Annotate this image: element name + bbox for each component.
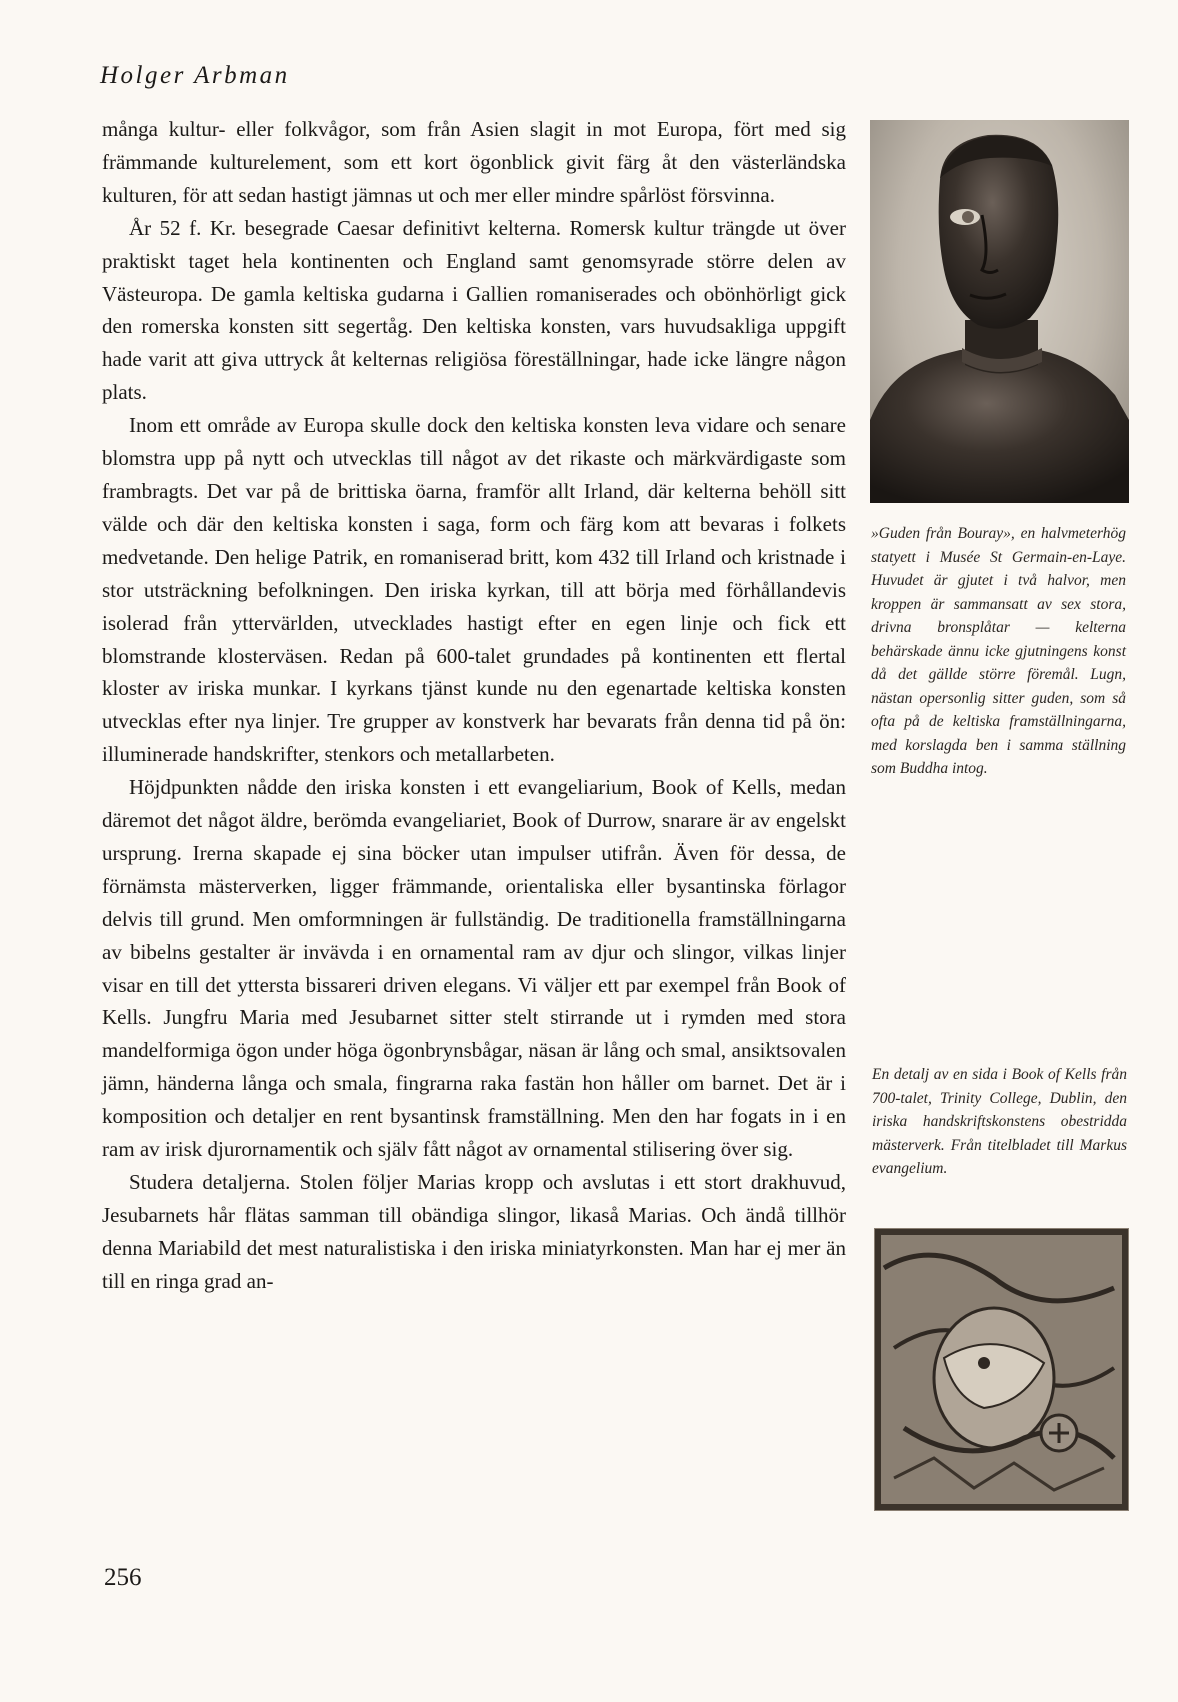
bust-caption: »Guden från Bouray», en halvmeterhög statyett i Musée St Germain-en-Laye. Huvudet är gjutet i två halvor, men kroppen är sammansatt av sex stora, drivna bronsplåtar — kelterna behärskade ännu icke gjutningens konst då det gällde större föremål. Lugn, nästan opersonlig sitter guden, som så ofta på de keltiska framställningarna, med korslagda ben i samma ställning som Buddha intog. <box>871 525 1126 777</box>
paragraph: Inom ett område av Europa skulle dock den keltiska konsten leva vidare och senare blomstra upp på nytt och utvecklas till något av det rikaste och märkvärdigaste som frambragts. Det var på de brittiska öarna, framför allt Irland, där kelterna behöll sitt välde och där den keltiska konsten i saga, form och färg kom att bevaras i folkets medvetande. Den helige Patrik, en romaniserad britt, kom 432 till Irland och kristnade i stor utsträckning befolkningen. Den iriska kyrkan, till att börja med förhållandevis isolerad från yttervärlden, utvecklades hastigt efter en egen linje och fick ett blomstrande klosterväsen. Redan på 600-talet grundades på kontinenten ett flertal kloster av iriska munkar. I kyrkans tjänst kunde nu den egenartade keltiska konsten utvecklas efter nya linjer. Tre grupper av konstverk har bevarats från denna tid på ön: illuminerade handskrifter, stenkors och metallarbeten. <box>102 413 846 767</box>
paragraph: många kultur- eller folkvågor, som från Asien slagit in mot Europa, fört med sig främmande kulturelement, som ett kort ögonblick givit färg åt den västerländska kulturen, för att sedan hastigt jämnas ut och mer eller mindre spårlöst försvinna. <box>102 117 846 207</box>
article-body <box>102 113 846 1298</box>
kells-illustration <box>874 1228 1129 1511</box>
paragraph: Höjdpunkten nådde den iriska konsten i ett evangeliarium, Book of Kells, medan däremot det något äldre, berömda evangeliariet, Book of Durrow, snarare är av engelskt ursprung. Irerna skapade ej sina böcker utan impulser utifrån. Även för dessa, de förnämsta mästerverken, ligger främmande, orientaliska eller bysantinska förlagor delvis till grund. Men omformningen är fullständig. De traditionella framställningarna av bibelns gestalter är invävda i en ornamental ram av djur och slingor, vilkas linjer visar en till det yttersta bissareri driven elegans. Vi väljer ett par exempel från Book of Kells. Jungfru Maria med Jesubarnet sitter stelt stirrande ut i rymden med stora mandelformiga ögon under höga ögonbrynsbågar, näsan är lång och smal, ansiktsovalen jämn, händerna långa och smala, fingrarna raka fastän hon håller om barnet. Det är i komposition och detaljer en rent bysantinsk framställning. Men den har fogats in i en ram av irisk djurornamentik och själv fått något av ornamental stilisering över sig. <box>102 775 846 1162</box>
page-number: 256 <box>104 1564 142 1591</box>
book-of-kells-detail-photo <box>874 1228 1129 1511</box>
bouray-god-bust-photo <box>870 120 1129 503</box>
running-head-author: Holger Arbman <box>100 62 290 89</box>
paragraph: År 52 f. Kr. besegrade Caesar definitivt kelterna. Romersk kultur trängde ut över praktiskt taget hela kontinenten och England samt genomsyrade större delen av Västeuropa. De gamla keltiska gudarna i Gallien romaniserades och obönhörligt gick den romerska konsten sitt segertåg. Den keltiska konsten, vars huvudsakliga uppgift hade varit att giva uttryck åt kelternas religiösa föreställningar, hade icke längre någon plats. <box>102 215 846 405</box>
bust-illustration <box>870 120 1129 503</box>
kells-caption: En detalj av en sida i Book of Kells från 700-talet, Trinity College, Dublin, den iriska handskriftskonstens obestridda mästerverk. Från titelbladet till Markus evangelium. <box>872 1066 1127 1177</box>
paragraph: Studera detaljerna. Stolen följer Marias kropp och avslutas i ett stort drakhuvud, Jesubarnets hår flätas samman till obändiga slingor, likaså Marias. Och ändå tillhör denna Mariabild det mest naturalistiska i den iriska miniatyrkonsten. Man har ej mer än till en ringa grad an- <box>102 1170 846 1293</box>
